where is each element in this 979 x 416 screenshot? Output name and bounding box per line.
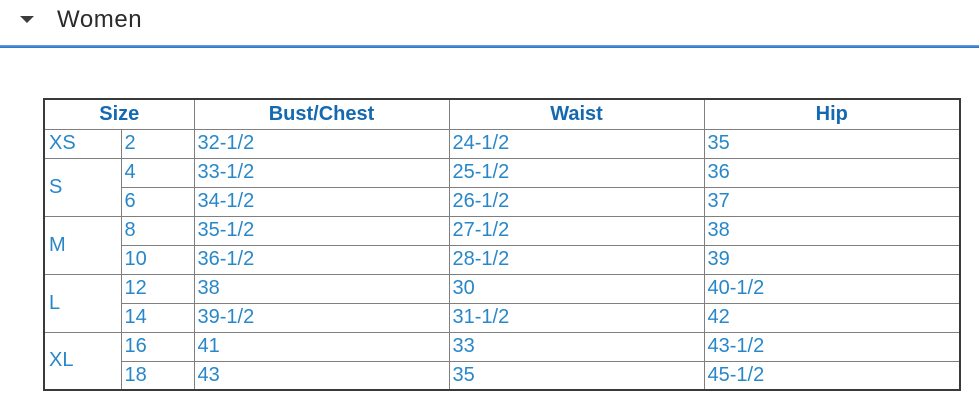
bust-cell: 41 [194, 332, 449, 361]
size-number-cell: 8 [121, 216, 194, 245]
hip-cell: 38 [704, 216, 960, 245]
size-number-cell: 14 [121, 303, 194, 332]
waist-cell: 26-1/2 [449, 187, 704, 216]
hip-cell: 37 [704, 187, 960, 216]
section-header-women[interactable] [0, 0, 979, 46]
table-row [44, 158, 960, 187]
column-header-size: Size [44, 99, 194, 129]
bust-cell: 33-1/2 [194, 158, 449, 187]
waist-cell: 27-1/2 [449, 216, 704, 245]
table-row [44, 129, 960, 158]
hip-cell: 43-1/2 [704, 332, 960, 361]
bust-cell: 39-1/2 [194, 303, 449, 332]
bust-cell: 32-1/2 [194, 129, 449, 158]
bust-cell: 38 [194, 274, 449, 303]
bust-cell: 35-1/2 [194, 216, 449, 245]
hip-cell: 35 [704, 129, 960, 158]
size-number-cell: 2 [121, 129, 194, 158]
size-number-cell: 18 [121, 361, 194, 390]
hip-cell: 45-1/2 [704, 361, 960, 390]
size-number-cell: 12 [121, 274, 194, 303]
size-letter-cell: XS [44, 129, 121, 158]
waist-cell: 33 [449, 332, 704, 361]
waist-cell: 35 [449, 361, 704, 390]
table-row [44, 274, 960, 303]
table-row [44, 303, 960, 332]
size-letter-cell: S [44, 158, 121, 216]
size-chart-table [43, 98, 961, 391]
waist-cell: 24-1/2 [449, 129, 704, 158]
size-number-cell: 10 [121, 245, 194, 274]
size-letter-cell: M [44, 216, 121, 274]
column-header-hip: Hip [704, 99, 960, 129]
size-number-cell: 4 [121, 158, 194, 187]
size-number-cell: 16 [121, 332, 194, 361]
table-row [44, 216, 960, 245]
section-title: Women [57, 6, 143, 33]
table-row [44, 361, 960, 390]
table-row [44, 332, 960, 361]
bust-cell: 34-1/2 [194, 187, 449, 216]
waist-cell: 31-1/2 [449, 303, 704, 332]
size-letter-cell: XL [44, 332, 121, 390]
waist-cell: 28-1/2 [449, 245, 704, 274]
header-row [44, 99, 960, 129]
hip-cell: 40-1/2 [704, 274, 960, 303]
column-header-waist: Waist [449, 99, 704, 129]
hip-cell: 39 [704, 245, 960, 274]
table-row [44, 187, 960, 216]
bust-cell: 36-1/2 [194, 245, 449, 274]
size-letter-cell: L [44, 274, 121, 332]
hip-cell: 36 [704, 158, 960, 187]
waist-cell: 30 [449, 274, 704, 303]
table-row [44, 245, 960, 274]
bust-cell: 43 [194, 361, 449, 390]
chevron-down-icon[interactable] [20, 16, 34, 23]
waist-cell: 25-1/2 [449, 158, 704, 187]
size-number-cell: 6 [121, 187, 194, 216]
hip-cell: 42 [704, 303, 960, 332]
column-header-bust-chest: Bust/Chest [194, 99, 449, 129]
section-divider [0, 45, 979, 48]
